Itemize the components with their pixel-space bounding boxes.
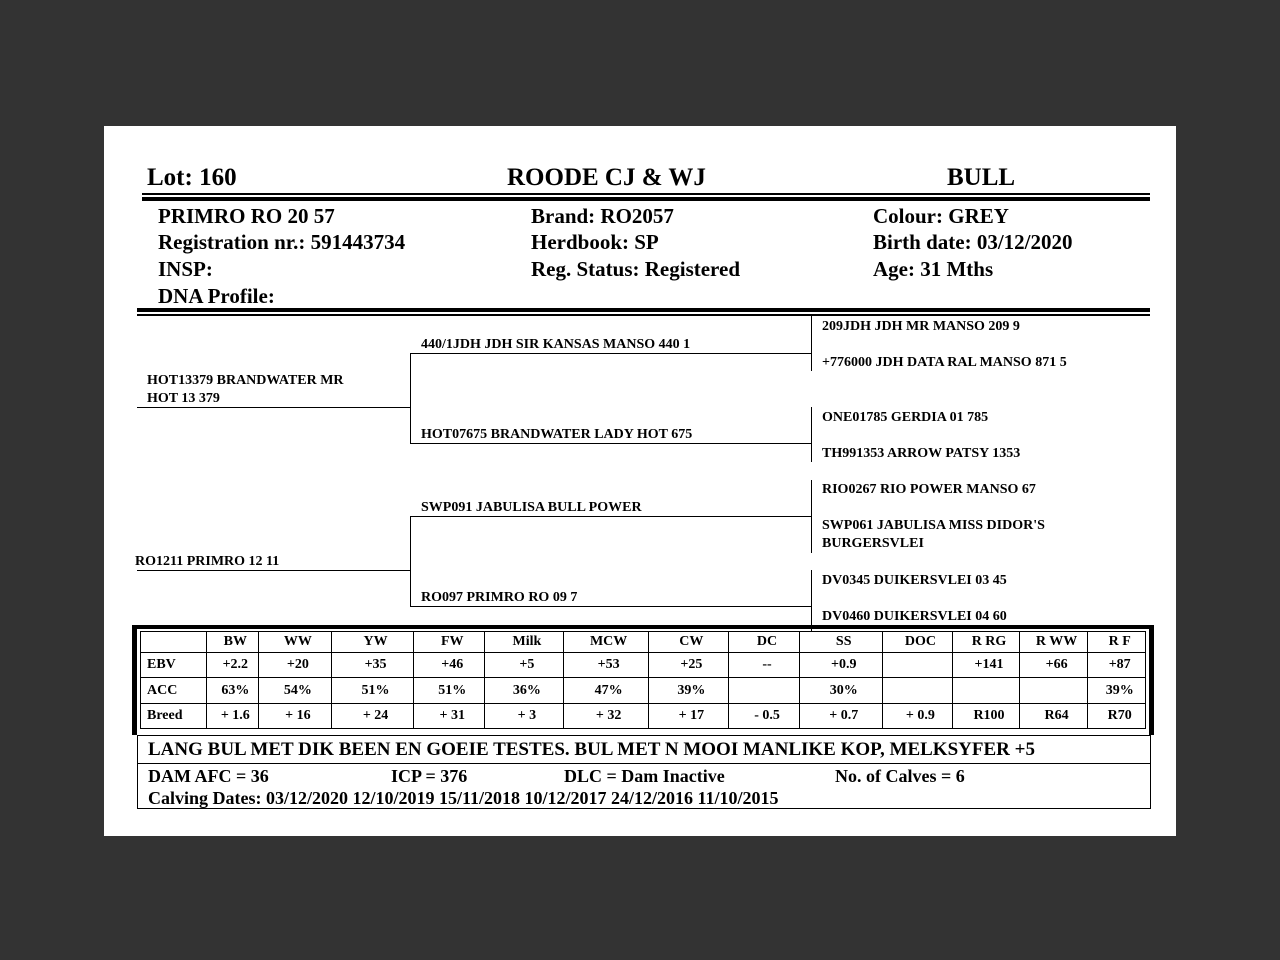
pedigree-dam-dam: RO097 PRIMRO RO 09 7: [421, 590, 578, 605]
dam-info-box: [137, 763, 1151, 809]
ebv-top-rule: [132, 625, 1154, 629]
comment-box: [137, 735, 1151, 764]
insp-label: INSP:: [158, 257, 213, 281]
acc-cell: 54%: [259, 678, 332, 703]
acc-cell: [1019, 678, 1088, 703]
pedigree-ggp-5: RIO0267 RIO POWER MANSO 67: [822, 482, 1036, 497]
breed-cell: R100: [953, 703, 1020, 728]
breed-cell: R70: [1088, 703, 1146, 728]
acc-cell: 51%: [331, 678, 414, 703]
pedigree-ggp-8: DV0460 DUIKERSVLEI 04 60: [822, 609, 1007, 624]
breed-cell: + 24: [331, 703, 414, 728]
registration-number: Registration nr.: 591443734: [158, 230, 406, 254]
ebv-cell: +53: [563, 653, 648, 678]
pedigree-ggp-6: [822, 517, 1045, 553]
herdbook: Herdbook: SP: [531, 230, 659, 254]
ebv-row-label: EBV: [141, 653, 207, 678]
acc-cell: 51%: [414, 678, 485, 703]
ebv-header-cell: SS: [799, 632, 882, 653]
lot-card: [104, 126, 1176, 836]
breed-cell: + 31: [414, 703, 485, 728]
breed-cell: + 0.7: [799, 703, 882, 728]
acc-cell: [953, 678, 1020, 703]
breed-cell: + 32: [563, 703, 648, 728]
acc-cell: [882, 678, 953, 703]
ebv-row: [141, 653, 1146, 678]
acc-cell: 39%: [1088, 678, 1146, 703]
acc-row: [141, 678, 1146, 703]
pedigree-sire-dam: HOT07675 BRANDWATER LADY HOT 675: [421, 427, 693, 442]
pedigree-ggp-1: 209JDH JDH MR MANSO 209 9: [822, 319, 1020, 334]
animal-type: BULL: [947, 164, 1016, 191]
ebv-cell: +35: [331, 653, 414, 678]
acc-cell: [729, 678, 800, 703]
ebv-header-cell: DC: [729, 632, 800, 653]
ebv-header-cell: R WW: [1019, 632, 1088, 653]
dlc: DLC = Dam Inactive: [564, 766, 725, 786]
breed-row: [141, 703, 1146, 728]
ebv-header-cell: WW: [259, 632, 332, 653]
ebv-header-cell: R F: [1088, 632, 1146, 653]
ebv-cell: +87: [1088, 653, 1146, 678]
ebv-header-cell: CW: [648, 632, 729, 653]
pedigree-ggp-4: TH991353 ARROW PATSY 1353: [822, 446, 1021, 461]
pedigree-sire-sire: 440/1JDH JDH SIR KANSAS MANSO 440 1: [421, 337, 691, 352]
acc-cell: 47%: [563, 678, 648, 703]
breed-cell: + 0.9: [882, 703, 953, 728]
ebv-header-cell: DOC: [882, 632, 953, 653]
pedigree-ggp-3: ONE01785 GERDIA 01 785: [822, 410, 989, 425]
ebv-cell: +0.9: [799, 653, 882, 678]
breed-cell: + 3: [485, 703, 564, 728]
ebv-header-cell: MCW: [563, 632, 648, 653]
ebv-cell: +46: [414, 653, 485, 678]
breed-cell: + 16: [259, 703, 332, 728]
pedigree-sire-line1: HOT13379 BRANDWATER MR: [147, 373, 344, 388]
acc-cell: 36%: [485, 678, 564, 703]
breed-cell: + 17: [648, 703, 729, 728]
pedigree-ggp-2: +776000 JDH DATA RAL MANSO 871 5: [822, 355, 1067, 370]
dna-profile-label: DNA Profile:: [158, 284, 275, 308]
ebv-table: [140, 631, 1146, 729]
breed-cell: + 1.6: [206, 703, 258, 728]
ebv-cell: +2.2: [206, 653, 258, 678]
ebv-cell: +5: [485, 653, 564, 678]
breed-cell: - 0.5: [729, 703, 800, 728]
acc-row-label: ACC: [141, 678, 207, 703]
pedigree-sire-line2: HOT 13 379: [147, 391, 220, 406]
pedigree-ggp-7: DV0345 DUIKERSVLEI 03 45: [822, 573, 1007, 588]
dam-afc: DAM AFC = 36: [148, 766, 269, 786]
pedigree-ggp-6-line2: BURGERSVLEI: [822, 536, 924, 551]
icp: ICP = 376: [391, 766, 468, 786]
acc-cell: 30%: [799, 678, 882, 703]
acc-cell: 63%: [206, 678, 258, 703]
animal-name: PRIMRO RO 20 57: [158, 204, 335, 228]
ebv-header-cell: FW: [414, 632, 485, 653]
acc-cell: 39%: [648, 678, 729, 703]
brand: Brand: RO2057: [531, 204, 674, 228]
lot-number: Lot: 160: [147, 164, 237, 191]
ebv-header-row: [141, 632, 1146, 653]
calving-dates: Calving Dates: 03/12/2020 12/10/2019 15/11/2018 10/12/2017 24/12/2016 11/10/2015: [148, 788, 779, 808]
pedigree-dam-sire: SWP091 JABULISA BULL POWER: [421, 500, 642, 515]
pedigree-dam: RO1211 PRIMRO 12 11: [135, 554, 280, 569]
ebv-right-bar: [1149, 625, 1154, 735]
breed-row-label: Breed: [141, 703, 207, 728]
ebv-header-cell: YW: [331, 632, 414, 653]
birth-date: Birth date: 03/12/2020: [873, 230, 1073, 254]
ebv-header-cell: R RG: [953, 632, 1020, 653]
ebv-cell: [882, 653, 953, 678]
pedigree-sire: [147, 372, 344, 408]
ebv-left-bar: [132, 625, 137, 735]
ebv-cell: +25: [648, 653, 729, 678]
colour: Colour: GREY: [873, 204, 1009, 228]
ebv-cell: --: [729, 653, 800, 678]
pedigree-ggp-6-line1: SWP061 JABULISA MISS DIDOR'S: [822, 518, 1045, 533]
comment-text: LANG BUL MET DIK BEEN EN GOEIE TESTES. BUL MET N MOOI MANLIKE KOP, MELKSYFER +5: [148, 739, 1035, 760]
ebv-cell: +20: [259, 653, 332, 678]
reg-status: Reg. Status: Registered: [531, 257, 740, 281]
owner-name: ROODE CJ & WJ: [507, 164, 706, 191]
breed-cell: R64: [1019, 703, 1088, 728]
ebv-header-cell: BW: [206, 632, 258, 653]
ebv-header-cell: Milk: [485, 632, 564, 653]
ebv-cell: +66: [1019, 653, 1088, 678]
ebv-cell: +141: [953, 653, 1020, 678]
age: Age: 31 Mths: [873, 257, 994, 281]
number-of-calves: No. of Calves = 6: [835, 766, 965, 786]
ebv-header-cell: [141, 632, 207, 653]
